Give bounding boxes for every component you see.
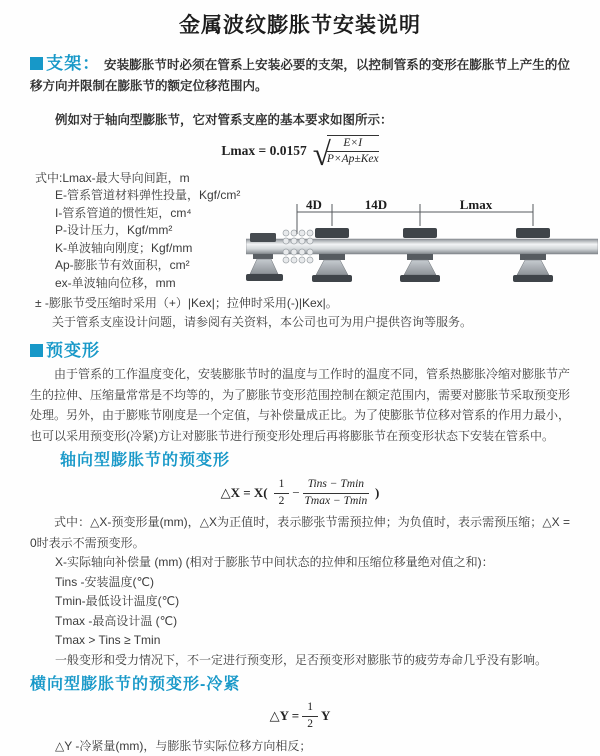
predeform-body: 由于管系的工作温度变化，安装膨胀节时的温度与工作时的温度不同，管系热膨胀冷缩对膨胀节产生的拉伸、压缩量常常是不均等的，为了膨胀节变形范围控制在额定范围内，需要对膨胀节采取预变形处理。另外，由于膨账节刚度是一个定值，与补偿量成正比。为了使膨胀节位移对管系的作用力最小，也可以采用预变形(冷紧)方让对膨胀节进行预变形处理后再将膨胀节在预变形状态下安装在管系中。 [30, 367, 571, 443]
support-intro-text: 安装膨胀节时必须在管系上安装必要的支架，以控制管系的变形在膨胀节上产生的位移方向并限制在膨胀节的额定位移范围内。 [30, 58, 570, 93]
formula-dx-lhs: △X = X( [220, 485, 268, 500]
axial-line: Tmax > Tins ≥ Tmin [55, 633, 161, 647]
formula-lmax-numerator: E×I [327, 137, 379, 152]
variable-line: ex-单波轴向位移，mm [55, 275, 176, 290]
formula-delta-x [30, 477, 570, 509]
formula-lmax: Lmax = 0.0157 √ $\frac{E\times I}{\text{P×Ap±Kex}}$ [221, 136, 379, 173]
axial-line: Tmax -最高设计温 (℃) [55, 613, 178, 628]
variable-line: K-单波轴向刚度；Kgf/mm [55, 240, 193, 255]
axial-line: 一般变形和受力情况下，不一定进行预变形，足否预变形对膨胀节的疲劳寿命几乎没有影响。 [55, 652, 548, 667]
predeform-heading-label: 预变形 [46, 341, 100, 360]
formula-lmax-lead: Lmax = 0.0157 [221, 142, 307, 158]
variable-line: 式中:Lmax-最大导向间距，m [35, 170, 190, 185]
axial-subheading: 轴向型膨胀节的预变形 [60, 452, 231, 469]
axial-explain: 式中：△X-预变形量(mm)，△X为正值时，表示膨张节需预拉伸；为负值时，表示需预压缩；△X = 0时表示不需预变形。 [30, 515, 570, 550]
variable-line: P-设计压力，Kgf/mm² [55, 223, 173, 237]
predeform-heading [30, 340, 570, 363]
one-half-fraction: $\frac{1}{2}$ [274, 478, 290, 507]
lateral-note: △Y -冷紧量(mm)，与膨胀节实际位移方向相反； [55, 739, 312, 753]
guide-support [400, 228, 440, 282]
dimension-label: 4D [306, 196, 322, 212]
page-title: 金属波纹膨胀节安装说明 [179, 14, 421, 37]
formula-lmax-denominator: P×Ap±Kex [326, 153, 379, 165]
variables-block [30, 170, 570, 333]
guide-support [513, 228, 553, 282]
variable-line: I-管系管道的惯性矩，cm⁴ [55, 205, 192, 220]
variable-line: Ap-膨胀节有效面积，cm² [55, 258, 190, 272]
axial-line: Tins -安装温度(℃) [55, 574, 155, 589]
variable-line: ± -膨胀节受压缩时采用（+）|Kex|；拉伸时采用(-)|Kex|。 [35, 296, 338, 310]
dimension-label: 14D [364, 196, 388, 212]
one-half-fraction: $\frac{1}{2}$ [302, 701, 318, 730]
variable-line: E-管系管道材料弹性投量，Kgf/cm² [55, 188, 241, 202]
formula-dy-lhs: △Y = [269, 708, 300, 723]
guide-support [312, 228, 352, 282]
formula-lmax-fraction [327, 135, 379, 166]
section-marker-icon [30, 57, 43, 70]
support-heading [30, 54, 101, 73]
section-support-intro [30, 53, 570, 97]
service-note-line: 关于管系支座设计问题，请参阅有关资料，本公司也可为用户提供咨询等服务。 [52, 315, 473, 329]
support-heading-label: 支架： [46, 54, 101, 73]
pipe-support-diagram [246, 197, 598, 299]
section-marker-icon [30, 344, 43, 357]
axial-line: Tmin-最低设计温度(℃) [55, 594, 180, 608]
dimension-label: Lmax [459, 196, 493, 212]
formula-dx-rhs: ) [375, 485, 380, 500]
formula-delta-y [30, 702, 570, 730]
axial-line: X-实际轴向补偿量 (mm) (相对于膨胀节中间状态的拉伸和压缩位移量绝对值之和)： [55, 555, 494, 569]
lateral-subheading: 横向型膨胀节的预变形-冷紧 [30, 676, 241, 693]
support-example-line: 例如对于轴向型膨胀节，它对管系支座的基本要求如图所示： [55, 112, 393, 127]
minus-sign: − [292, 485, 300, 500]
temperature-fraction: $\frac{\text{Tins − Tmin}}{Tmax - Tmin}$ [304, 478, 368, 507]
formula-dy-rhs: Y [320, 708, 331, 723]
